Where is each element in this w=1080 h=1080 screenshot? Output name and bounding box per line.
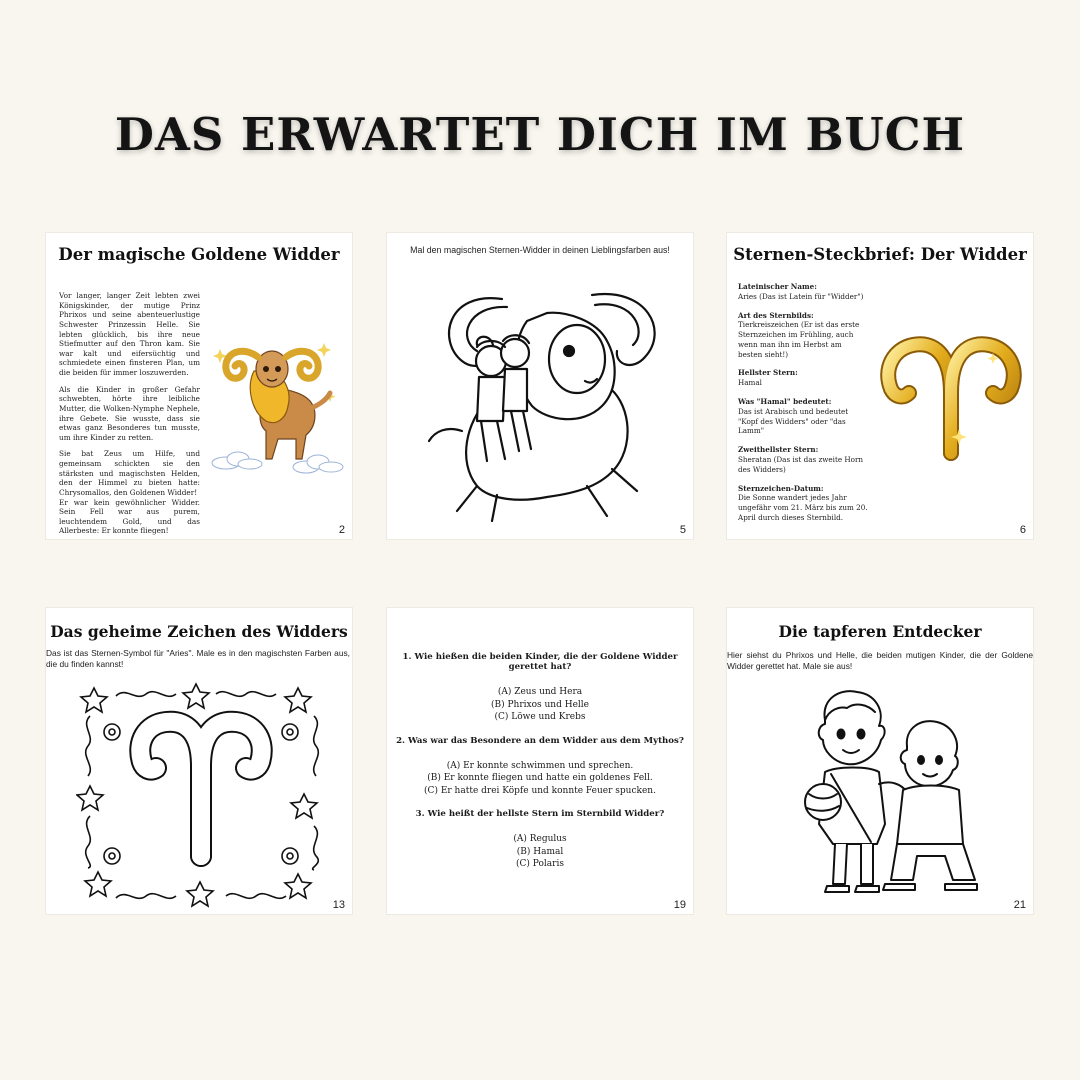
quiz-answers (387, 686, 693, 724)
story-text (59, 291, 200, 539)
page-number: 21 (1013, 899, 1026, 911)
fact-value: Tierkreiszeichen (Er ist das erste Sternzeichen im Frühling, auch wenn man ihn im Herbst am besten sieht!) (738, 320, 860, 359)
fact-entry (738, 397, 868, 436)
page-preview-5 (387, 233, 693, 539)
story-paragraph: Sie bat Zeus um Hilfe, und gemeinsam schickten sie den stärksten und magischsten Helden, den der Himmel zu bieten hatte: Chrysomallos, den Goldenen Widder! (59, 449, 200, 497)
fact-label: Hellster Stern: (738, 368, 798, 378)
fact-label: Zweithellster Stern: (738, 445, 819, 455)
fact-value: Sheratan (Das ist das zweite Horn des Widders) (738, 454, 864, 474)
aries-symbol-star-frame-icon (76, 676, 326, 912)
headline: DAS ERWARTET DICH IM BUCH (114, 108, 966, 161)
page-title: Das geheime Zeichen des Widders (50, 622, 348, 641)
page-title: Der magische Goldene Widder (58, 245, 340, 264)
quiz-question: 1. Wie hießen die beiden Kinder, die der Goldene Widder gerettet hat? (402, 652, 678, 672)
story-paragraph: Er war kein gewöhnlicher Widder. Sein Fell war aus purem, leuchtendem Gold, und das Allerbeste: Er konnte fliegen! (59, 497, 200, 536)
quiz-answer: (A) Er konnte schwimmen und sprechen. (446, 760, 634, 771)
story-paragraph: Als die Kinder in großer Gefahr schwebten, hörte ihre leibliche Mutter, die Wolken-Nymphe Nephele, ihre Gebete. Sie wusste, dass sie etwas ganz Besonderes tun musste, um ihre Kinder zu retten. (59, 384, 200, 442)
page-number: 2 (338, 524, 345, 536)
fact-label: Was "Hamal" bedeutet: (738, 397, 832, 407)
page-preview-21 (727, 608, 1033, 914)
page-preview-13 (46, 608, 352, 914)
fact-value: Aries (Das ist Latein für "Widder") (738, 291, 864, 301)
fact-value: Die Sonne wandert jedes Jahr ungefähr vom 21. März bis zum 20. April durch dieses Sternbild. (738, 493, 868, 522)
quiz-answers (387, 833, 693, 871)
quiz-answer: (A) Zeus und Hera (497, 687, 583, 697)
page-number: 5 (679, 524, 686, 536)
instruction-text: Hier siehst du Phrixos und Helle, die beiden mutigen Kinder, die der Goldene Widder gerettet hat. Male sie aus! (727, 650, 1033, 672)
gold-aries-symbol-icon (875, 333, 1027, 473)
page-preview-6 (727, 233, 1033, 539)
fact-sheet (738, 282, 868, 532)
story-paragraph: Vor langer, langer Zeit lebten zwei Königskinder, der mutige Prinz Phrixos und seine abenteuerlustige Schwester Prinzessin Helle. Sie lebten glücklich, bis ihre neue Stiefmutter auf den Thron kam. Sie war kalt und eifersüchtig und schmiedete einen finsteren Plan, um die beiden für immer loszuwerden. (59, 291, 200, 377)
fact-entry (738, 445, 868, 474)
coloring-caption: Mal den magischen Sternen-Widder in deinen Lieblingsfarben aus! (410, 245, 670, 255)
quiz (387, 652, 693, 883)
page-number: 6 (1019, 524, 1026, 536)
quiz-answer: (C) Löwe und Krebs (494, 712, 586, 722)
quiz-answer: (C) Er hatte drei Köpfe und konnte Feuer spucken. (424, 785, 656, 796)
quiz-answer: (B) Er konnte fliegen und hatte ein goldenes Fell. (427, 773, 653, 783)
page-preview-2 (46, 233, 352, 539)
fact-value: Hamal (738, 378, 762, 388)
fact-value: Das ist Arabisch und bedeutet "Kopf des Widders" oder "das Lamm" (738, 406, 849, 436)
quiz-answer: (B) Hamal (516, 846, 564, 857)
page-title: Die tapferen Entdecker (778, 622, 982, 641)
quiz-answer: (A) Regulus (513, 834, 567, 844)
quiz-answers (387, 760, 693, 798)
fact-entry (738, 484, 868, 523)
page-title: Sternen-Steckbrief: Der Widder (733, 245, 1027, 264)
page-number: 19 (673, 899, 686, 911)
quiz-answer: (C) Polaris (516, 859, 564, 869)
fact-label: Sternzeichen-Datum: (738, 483, 824, 493)
instruction-text: Das ist das Sternen-Symbol für "Aries". Male es in den magischsten Farben aus, die du finden kannst! (46, 648, 350, 670)
page-preview-19 (387, 608, 693, 914)
golden-ram-icon (206, 331, 348, 481)
fact-entry (738, 282, 868, 302)
quiz-answer: (B) Phrixos und Helle (491, 699, 589, 710)
fact-label: Lateinischer Name: (738, 282, 817, 291)
two-boys-coloring-icon (795, 684, 979, 906)
fact-entry (738, 311, 868, 360)
quiz-question: 3. Wie heißt der hellste Stern im Sternbild Widder? (415, 809, 665, 819)
ram-with-children-coloring-icon (407, 281, 667, 531)
page-number: 13 (332, 899, 345, 911)
fact-label: Art des Sternbilds: (738, 310, 814, 320)
quiz-question: 2. Was war das Besondere an dem Widder aus dem Mythos? (396, 735, 684, 746)
fact-entry (738, 368, 868, 388)
